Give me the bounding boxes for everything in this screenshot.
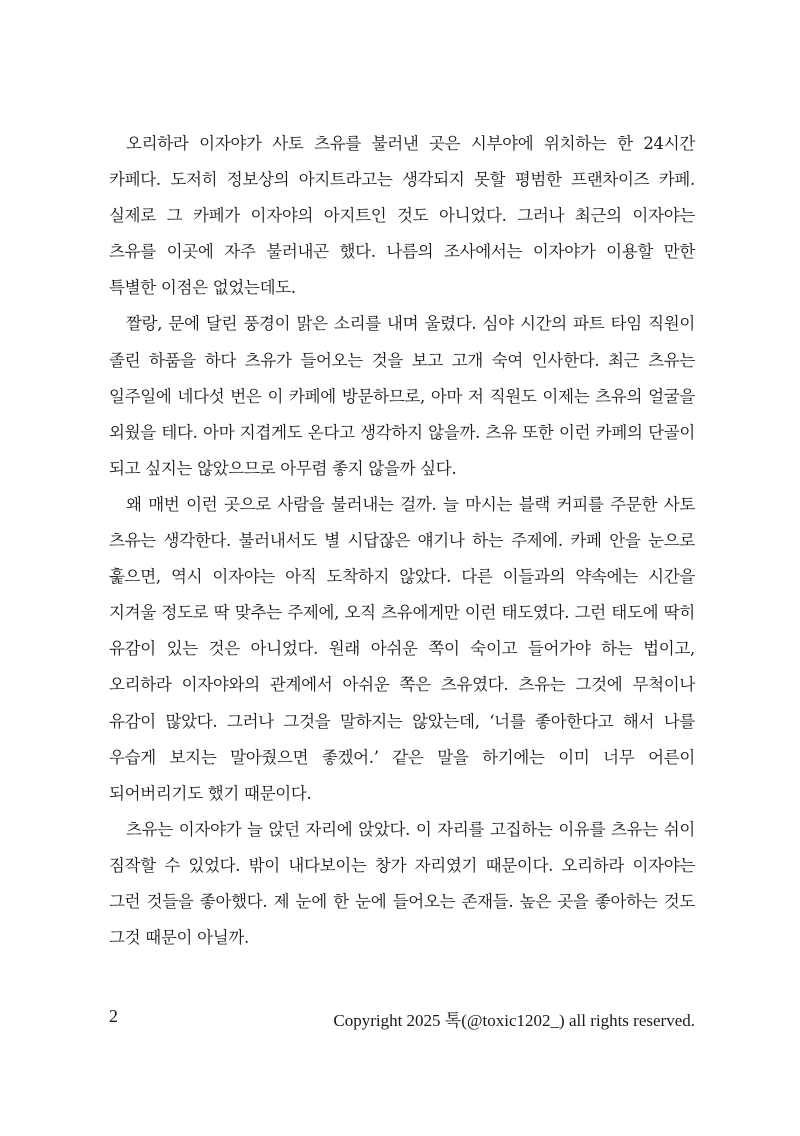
paragraph-3: 왜 매번 이런 곳으로 사람을 불러내는 걸까. 늘 마시는 블랙 커피를 주문한 사토 츠유는 생각한다. 불러내서도 별 시답잖은 얘기나 하는 주제에. 카페 안을 눈으로 훑으면, 역시 이자야는 아직 도착하지 않았다. 다른 이들과의 약속에는 시간을 지겨울 정도로 딱 맞추는 주제에, 오직 츠유에게만 이런 태도였다. 그런 태도에 딱히 유감이 있는 것은 아니었다. 원래 아쉬운 쪽이 숙이고 들어가야 하는 법이고, 오리하라 이자야와의 관계에서 아쉬운 쪽은 츠유였다. 츠유는 그것에 무척이나 유감이 많았다. 그러나 그것을 말하지는 않았는데, ‘너를 좋아한다고 해서 나를 우습게 보지는 말아줬으면 좋겠어.’ 같은 말을 하기에는 이미 너무 어른이 되어버리기도 했기 때문이다. — [109, 494, 695, 803]
body-text — [109, 126, 695, 956]
paragraph-2: 짤랑, 문에 달린 풍경이 맑은 소리를 내며 울렸다. 심야 시간의 파트 타임 직원이 졸린 하품을 하다 츠유가 들어오는 것을 보고 고개 숙여 인사한다. 최근 츠유는 일주일에 네다섯 번은 이 카페에 방문하므로, 아마 저 직원도 이제는 츠유의 얼굴을 외웠을 테다. 아마 지겹게도 온다고 생각하지 않을까. 츠유 또한 이런 카페의 단골이 되고 싶지는 않았으므로 아무렴 좋지 않을까 싶다. — [109, 314, 695, 478]
paragraph-4: 츠유는 이자야가 늘 앉던 자리에 앉았다. 이 자리를 고집하는 이유를 츠유는 쉬이 짐작할 수 있었다. 밖이 내다보이는 창가 자리였기 때문이다. 오리하라 이자야는 그런 것들을 좋아했다. 제 눈에 한 눈에 들어오는 존재들. 높은 곳을 좋아하는 것도 그것 때문이 아닐까. — [109, 819, 695, 948]
page-number: 2 — [109, 1006, 118, 1026]
page-footer — [109, 1006, 695, 1034]
paragraph-1: 오리하라 이자야가 사토 츠유를 불러낸 곳은 시부야에 위치하는 한 24시간 카페다. 도저히 정보상의 아지트라고는 생각되지 못할 평범한 프랜차이즈 카페. 실제로 그 카페가 이자야의 아지트인 것도 아니었다. 그러나 최근의 이자야는 츠유를 이곳에 자주 불러내곤 했다. 나름의 조사에서는 이자야가 이용할 만한 특별한 이점은 없었는데도. — [109, 134, 695, 298]
copyright-notice: Copyright 2025 톡(@toxic1202_) all rights reserved. — [333, 1011, 695, 1030]
